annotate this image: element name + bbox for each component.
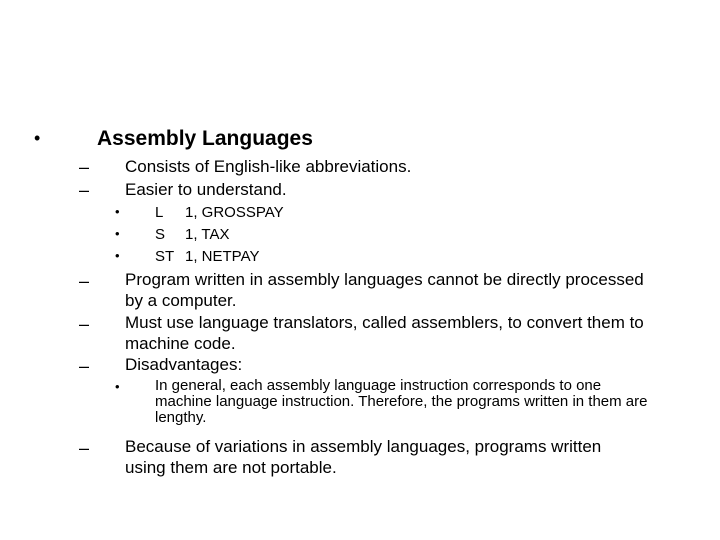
code-op-2: S — [155, 226, 166, 243]
point-1: Consists of English-like abbreviations. — [125, 157, 412, 176]
slide-title: Assembly Languages — [97, 127, 313, 150]
title-bullet: • — [34, 128, 41, 148]
code-bullet-3: • — [115, 248, 120, 263]
dash-5: – — [79, 356, 90, 376]
code-args-3: 1, NETPAY — [185, 248, 260, 265]
dash-2: – — [79, 180, 90, 200]
code-op-1: L — [155, 204, 164, 221]
code-args-1: 1, GROSSPAY — [185, 204, 284, 221]
point-6: Because of variations in assembly languages, programs written using them are not portable. — [125, 437, 602, 477]
dash-6: – — [79, 438, 90, 458]
code-op-3: ST — [155, 248, 175, 265]
code-args-2: 1, TAX — [185, 226, 230, 243]
dash-3: – — [79, 271, 90, 291]
point-3: Program written in assembly languages cannot be directly processed by a computer. — [125, 270, 644, 310]
dash-1: – — [79, 157, 90, 177]
disadvantage-bullet: • — [115, 379, 120, 394]
point-5: Disadvantages: — [125, 355, 243, 374]
code-bullet-1: • — [115, 204, 120, 219]
code-bullet-2: • — [115, 226, 120, 241]
point-4: Must use language translators, called assemblers, to convert them to machine code. — [125, 313, 644, 353]
dash-4: – — [79, 314, 90, 334]
disadvantage-text: In general, each assembly language instruction corresponds to one machine language instruction. Therefore, the programs written in them are lengthy. — [155, 377, 648, 426]
point-2: Easier to understand. — [125, 180, 287, 199]
